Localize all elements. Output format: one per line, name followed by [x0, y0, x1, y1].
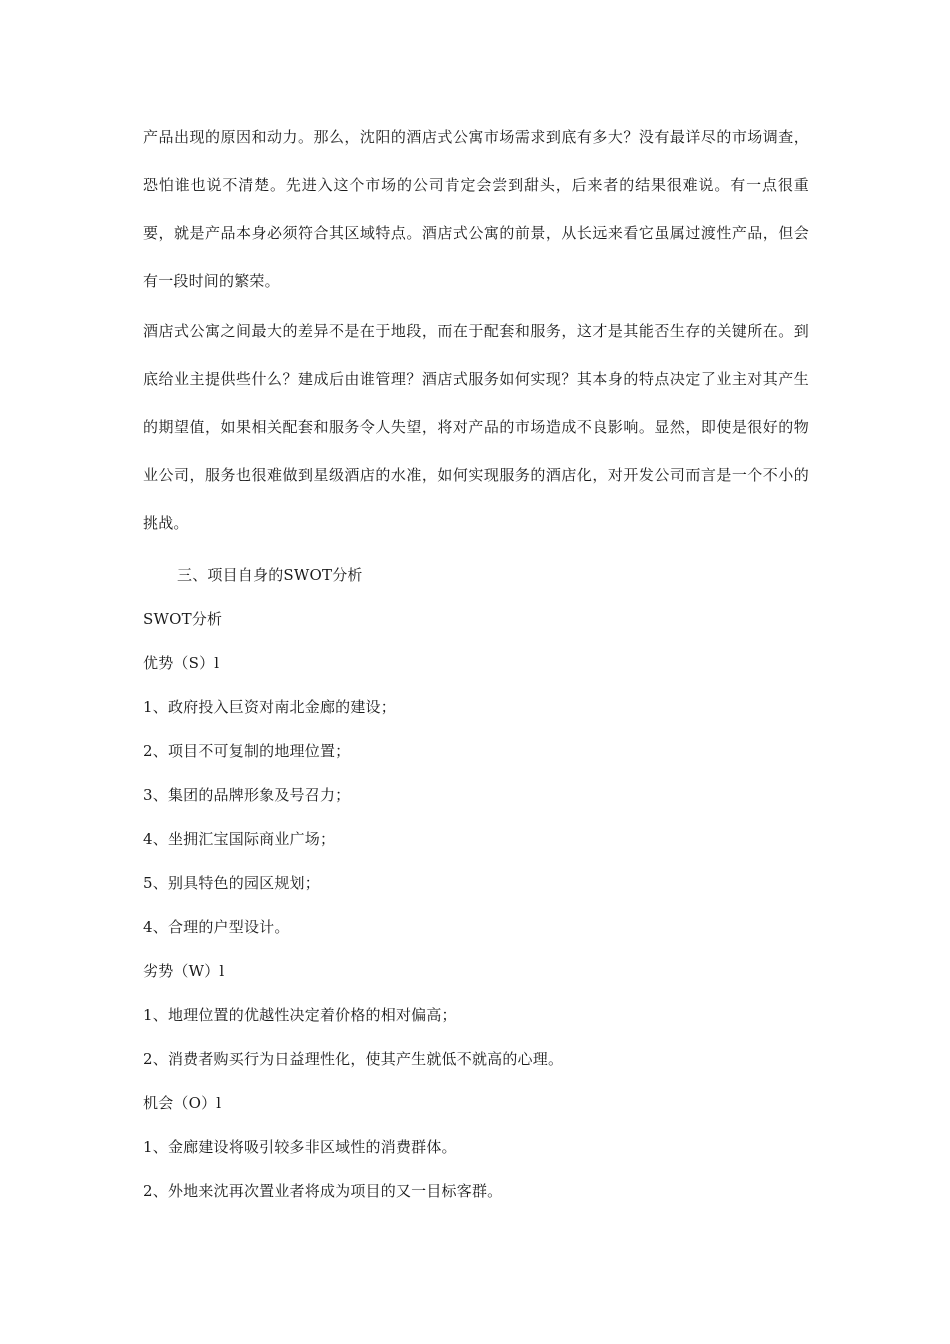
paragraph-service-difference: 酒店式公寓之间最大的差异不是在于地段，而在于配套和服务，这才是其能否生存的关键所在。到底给业主提供些什么？建成后由谁管理？酒店式服务如何实现？其本身的特点决定了业主对其产生的期望值，如果相关配套和服务令人失望，将对产品的市场造成不良影响。显然，即使是很好的物业公司，服务也很难做到星级酒店的水准，如何实现服务的酒店化，对开发公司而言是一个不小的挑战。 — [143, 322, 809, 532]
strength-item: 2、项目不可复制的地理位置； — [143, 742, 351, 760]
weaknesses-heading: 劣势（W）l — [143, 962, 225, 980]
paragraph-market-demand: 产品出现的原因和动力。那么，沈阳的酒店式公寓市场需求到底有多大？没有最详尽的市场调查，恐怕谁也说不清楚。先进入这个市场的公司肯定会尝到甜头，后来者的结果很难说。有一点很重要，就是产品本身必须符合其区域特点。酒店式公寓的前景，从长远来看它虽属过渡性产品，但会有一段时间的繁荣。 — [143, 128, 809, 290]
swot-title: SWOT分析 — [143, 610, 223, 628]
strengths-heading: 优势（S）l — [143, 654, 220, 672]
strength-item: 3、集团的品牌形象及号召力； — [143, 786, 351, 804]
strength-item: 4、合理的户型设计。 — [143, 918, 290, 936]
weakness-item: 1、地理位置的优越性决定着价格的相对偏高； — [143, 1006, 457, 1024]
section-heading: 三、项目自身的SWOT分析 — [177, 566, 363, 584]
strength-item: 4、坐拥汇宝国际商业广场； — [143, 830, 336, 848]
strength-item: 1、政府投入巨资对南北金廊的建设； — [143, 698, 396, 716]
opportunity-item: 2、外地来沈再次置业者将成为项目的又一目标客群。 — [143, 1182, 503, 1200]
opportunities-heading: 机会（O）l — [143, 1094, 222, 1112]
opportunity-item: 1、金廊建设将吸引较多非区域性的消费群体。 — [143, 1138, 457, 1156]
strength-item: 5、别具特色的园区规划； — [143, 874, 320, 892]
weakness-item: 2、消费者购买行为日益理性化，使其产生就低不就高的心理。 — [143, 1050, 564, 1068]
